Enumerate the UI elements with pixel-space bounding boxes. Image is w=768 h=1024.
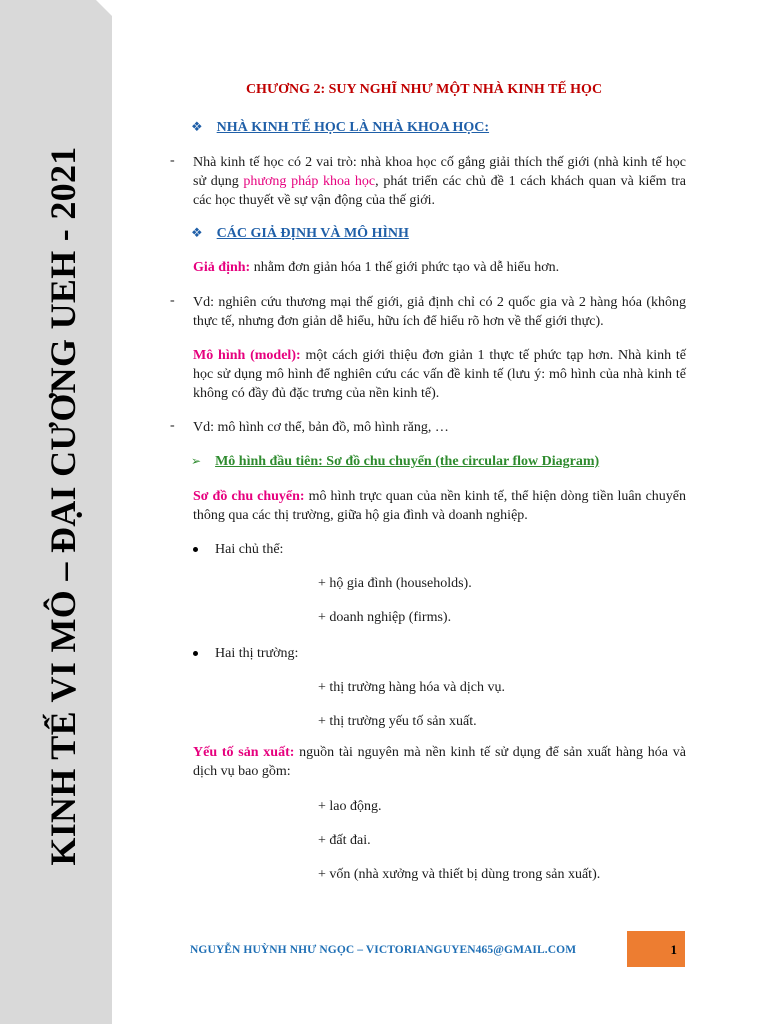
section-heading-scientist	[191, 118, 489, 136]
paragraph-text: mô hình trực quan của nền kinh tế, thể hiện dòng tiền luân chuyển thông qua các thị trường, giữa hộ gia đình và doanh nghiệp.	[193, 489, 687, 523]
footer-author: NGUYỄN HUỲNH NHƯ NGỌC – VICTORIANGUYEN465@GMAIL.COM	[190, 944, 577, 956]
highlight-scientific-method: phương pháp khoa học	[243, 174, 376, 189]
page-number-box	[627, 931, 685, 967]
dash-marker: -	[170, 418, 175, 433]
paragraph-roles	[193, 153, 686, 210]
term-assumption: Giả định:	[193, 260, 251, 275]
list-item-two-agents: Hai chủ thể:	[215, 542, 284, 557]
paragraph-text: nhằm đơn giản hóa 1 thế giới phức tạo và dễ hiểu hơn.	[250, 260, 560, 275]
term-model: Mô hình (model):	[193, 348, 301, 363]
list-item-two-markets: Hai thị trường:	[215, 646, 299, 661]
arrow-right-icon: ➢	[191, 454, 202, 468]
section-heading-text: CÁC GIẢ ĐỊNH VÀ MÔ HÌNH	[216, 226, 409, 241]
section-heading-assumptions	[191, 224, 409, 242]
bullet-icon	[193, 651, 198, 656]
dash-marker: -	[170, 153, 175, 168]
list-subitem: + đất đai.	[318, 833, 371, 848]
list-subitem: + vốn (nhà xưởng và thiết bị dùng trong sản xuất).	[318, 867, 601, 882]
list-subitem: + hộ gia đình (households).	[318, 576, 472, 591]
paragraph-example-trade: Vd: nghiên cứu thương mại thế giới, giả định chỉ có 2 quốc gia và 2 hàng hóa (không thực tế, nhưng đơn giản dễ hiểu, hữu ích để hiểu rõ hơn về thế giới thực).	[193, 295, 686, 329]
paragraph-text: Nhà kinh tế học có 2 vai trò: nhà khoa học cố gắng giải thích thế giới (nhà kinh tế học sử dụng	[193, 155, 686, 189]
paragraph-circular-flow	[193, 487, 686, 525]
list-subitem: + thị trường yếu tố sản xuất.	[318, 714, 477, 729]
sidebar-title: KINH TẾ VI MÔ – ĐẠI CƯƠNG UEH - 2021	[43, 146, 83, 866]
subsection-heading-text: Mô hình đầu tiên: Sơ đồ chu chuyển (the circular flow Diagram)	[215, 454, 600, 469]
paragraph-assumption	[193, 258, 686, 277]
paragraph-factors	[193, 743, 686, 781]
bullet-icon	[193, 547, 198, 552]
section-heading-text: NHÀ KINH TẾ HỌC LÀ NHÀ KHOA HỌC:	[216, 120, 490, 135]
list-subitem: + thị trường hàng hóa và dịch vụ.	[318, 680, 505, 695]
paragraph-example-models: Vd: mô hình cơ thể, bản đồ, mô hình răng, …	[193, 420, 449, 435]
dash-marker: -	[170, 293, 175, 308]
term-factors: Yếu tố sản xuất:	[193, 745, 295, 760]
chapter-title: CHƯƠNG 2: SUY NGHĨ NHƯ MỘT NHÀ KINH TẾ HỌC	[245, 82, 603, 97]
list-subitem: + lao động.	[318, 799, 382, 814]
list-subitem: + doanh nghiệp (firms).	[318, 610, 452, 625]
term-circular-flow: Sơ đồ chu chuyển:	[193, 489, 305, 504]
paragraph-text: , phát triển các chủ đề 1 cách khách quan và kiểm tra các học thuyết về sự vận động của thế giới.	[193, 174, 686, 208]
diamond-cluster-icon: ❖	[191, 119, 203, 134]
paragraph-model	[193, 346, 686, 403]
diamond-cluster-icon: ❖	[191, 225, 203, 240]
page-number: 1	[670, 942, 677, 957]
subsection-heading-circular-flow	[191, 452, 599, 470]
paragraph-text: nguồn tài nguyên mà nền kinh tế sử dụng để sản xuất hàng hóa và dịch vụ bao gồm:	[193, 745, 686, 779]
page-fold-corner	[96, 0, 112, 16]
paragraph-text: một cách giới thiệu đơn giản 1 thực tế phức tạp hơn. Nhà kinh tế học sử dụng mô hình để nghiên cứu các vấn đề kinh tế (lưu ý: mô hình của nhà kinh tế không có đầy đủ đặc trưng của nền kinh tế).	[193, 348, 687, 401]
